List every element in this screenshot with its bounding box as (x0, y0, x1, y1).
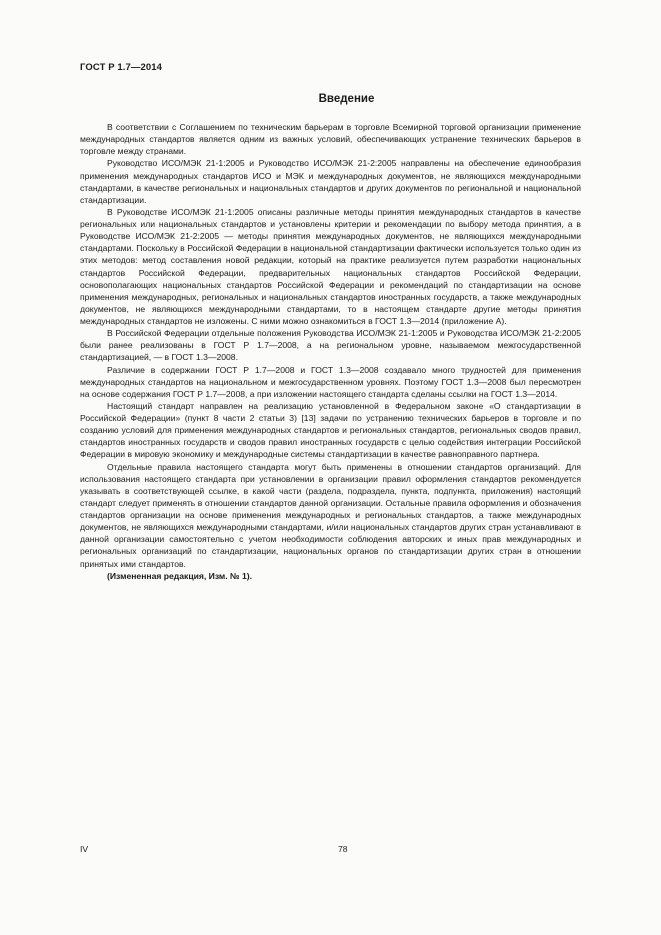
paragraph: В соответствии с Соглашением по техническим барьерам в торговле Всемирной торговой организации применение международных стандартов является одним из важных условий, обеспечивающих устранение технических барьеров в торговле между странами. (80, 122, 581, 157)
paragraph: Отдельные правила настоящего стандарта могут быть применены в отношении стандартов организаций. Для использования настоящего стандарта при установлении в организации правил оформления стандартов рекомендуется указывать в соответствующей ссылке, в какой части (раздела, подраздела, пункта, подпункта, приложения) настоящий стандарт следует применять в отношении стандартов данной организации. Остальные правила оформления и обозначения стандартов организации на основе применения международных и региональных стандартов, а также международных документов, не являющихся международными стандартами, и/или национальных стандартов других стран устанавливают в данной организации самостоятельно с учетом необходимости соблюдения авторских и иных прав международных и региональных организаций по стандартизации, национальных органов по стандартизации других стран в отношении принятых ими стандартов. (80, 461, 581, 569)
paragraph: В Руководстве ИСО/МЭК 21-1:2005 описаны различные методы принятия международных стандартов в качестве региональных или национальных стандартов и установлены критерии и рекомендации по выбору метода принятия, а в Руководстве ИСО/МЭК 21-2:2005 — методы принятия международных документов, не являющихся международными стандартами. Поскольку в Российской Федерации в национальной стандартизации фактически используется только один из этих методов: метод составления новой редакции, который на практике реализуется путем разработки национальных стандартов Российской Федерации, предварительных национальных стандартов Российской Федерации, основополагающих национальных стандартов Российской Федерации и рекомендаций по стандартизации на основе применения международных, региональных и национальных стандартов иностранных государств, а также международных документов, не являющихся международными стандартами, то в настоящем стандарте другие методы принятия международных стандартов не изложены. С ними можно ознакомиться в ГОСТ 1.3—2014 (приложение А). (80, 206, 581, 326)
amendment-note: (Измененная редакция, Изм. № 1). (107, 570, 253, 581)
roman-page-number: IV (80, 844, 89, 854)
paragraph: Различие в содержании ГОСТ Р 1.7—2008 и ГОСТ 1.3—2008 создавало много трудностей для применения международных стандартов на национальном и межгосударственном уровнях. Поэтому ГОСТ 1.3—2008 был пересмотрен на основе содержания ГОСТ Р 1.7—2008, а при изложении настоящего стандарта сделаны ссылки на ГОСТ 1.3—2014. (80, 364, 581, 399)
section-title-text: Введение (318, 93, 375, 105)
body-text (80, 121, 581, 582)
paragraph: В Российской Федерации отдельные положения Руководства ИСО/МЭК 21-1:2005 и Руководства ИСО/МЭК 21-2:2005 были ранее реализованы в ГОСТ Р 1.7—2008, а на региональном уровне, называемом межгосударственной стандартизацией, — в ГОСТ 1.3—2008. (80, 328, 581, 363)
page-number: 78 (338, 844, 348, 854)
paragraph: Руководство ИСО/МЭК 21-1:2005 и Руководство ИСО/МЭК 21-2:2005 направлены на обеспечение единообразия применения международных стандартов ИСО и МЭК и международных документов, не являющихся международными стандартами, в качестве региональных и национальных стандартов и других документов по региональной и национальной стандартизации. (80, 158, 581, 205)
document-code: ГОСТ Р 1.7—2014 (80, 62, 163, 73)
section-title (80, 93, 581, 105)
paragraph: Настоящий стандарт направлен на реализацию установленной в Федеральном законе «О стандартизации в Российской Федерации» (пункт 8 части 2 статьи 3) [13] задачи по устранению технических барьеров в торговле и по созданию условий для применения международных стандартов и региональных стандартов, региональных сводов правил, стандартов иностранных государств и сводов правил иностранных государств с целью содействия интеграции Российской Федерации в мировую экономику и международные системы стандартизации в качестве равноправного партнера. (80, 400, 581, 460)
